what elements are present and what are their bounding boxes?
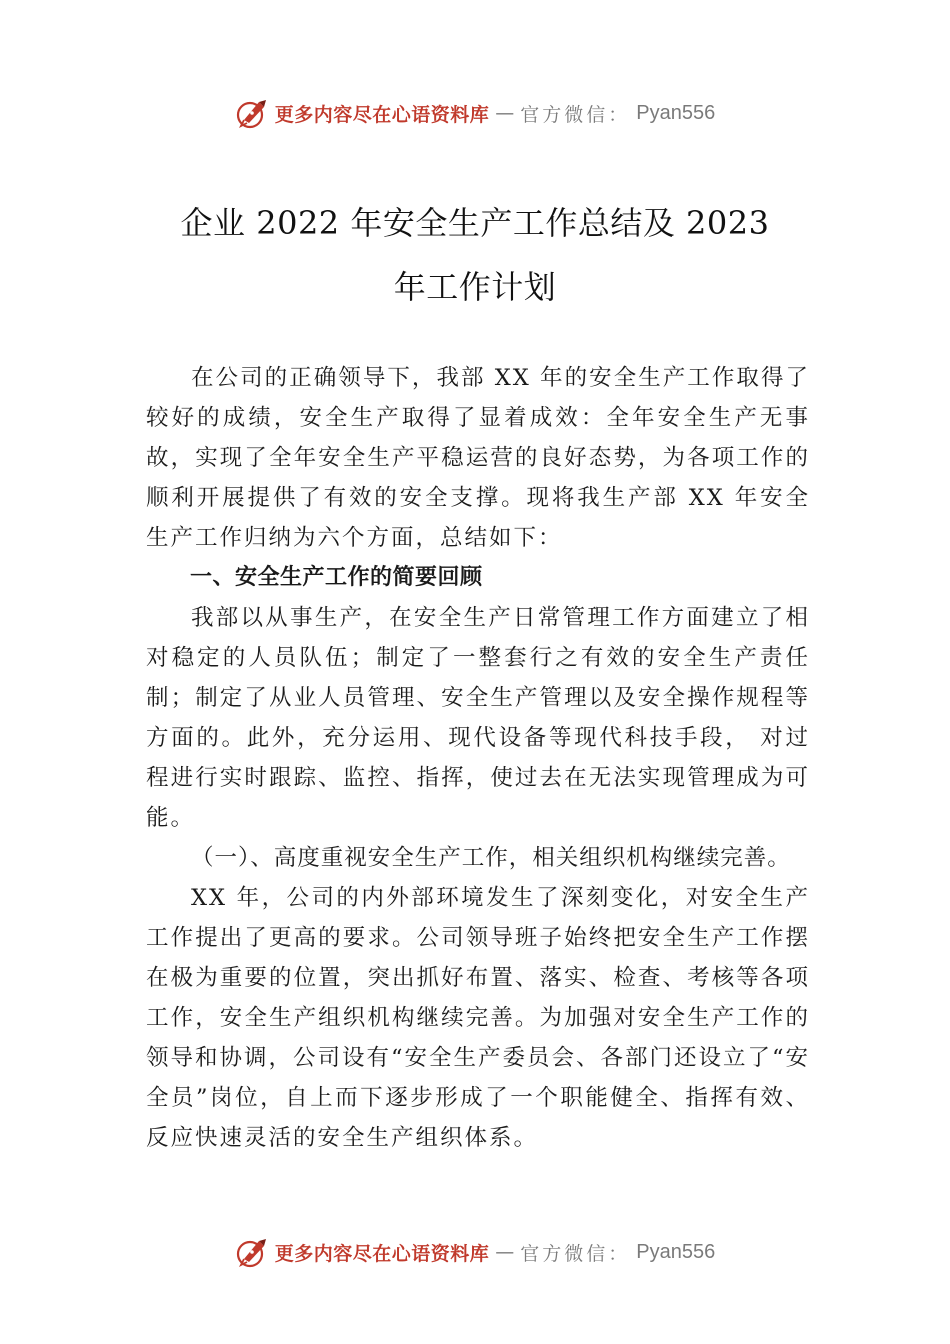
paragraph-organization: XX 年，公司的内外部环境发生了深刻变化，对安全生产工作提出了更高的要求。公司领导班子始终把安全生产工作摆在极为重要的位置，突出抓好布置、落实、检查、考核等各项工作，安全生产组织机构继续完善。为加强对安全生产工作的领导和协调，公司设有“安全生产委员会、各部门还设立了“安全员”岗位，自上而下逐步形成了一个职能健全、指挥有效、反应快速灵活的安全生产组织体系。 bbox=[146, 885, 811, 1151]
document-body bbox=[146, 358, 810, 1158]
footer-watermark bbox=[0, 1232, 950, 1272]
section-heading-1: 一、安全生产工作的简要回顾 bbox=[190, 565, 483, 590]
document-title-line-2: 年工作计划 bbox=[393, 268, 557, 306]
header-watermark bbox=[0, 93, 950, 133]
pen-nib-logo-icon bbox=[235, 1235, 269, 1269]
watermark-label: 官方微信： bbox=[520, 103, 631, 126]
paragraph-review: 我部以从事生产，在安全生产日常管理工作方面建立了相对稳定的人员队伍；制定了一整套行之有效的安全生产责任制；制定了从业人员管理、安全生产管理以及安全操作规程等方面的。此外，充分运用、现代设备等现代科技手段， 对过程进行实时跟踪、监控、指挥，使过去在无法实现管理成为可能。 bbox=[146, 605, 810, 831]
watermark-separator: — bbox=[495, 102, 515, 124]
watermark-text: 更多内容尽在心语资料库 bbox=[274, 103, 490, 126]
subsection-heading-1: （一）、高度重视安全生产工作，相关组织机构继续完善。 bbox=[191, 845, 791, 871]
paragraph-intro: 在公司的正确领导下，我部 XX 年的安全生产工作取得了较好的成绩，安全生产取得了显着成效：全年安全生产无事故，实现了全年安全生产平稳运营的良好态势，为各项工作的顺利开展提供了有效的安全支撑。现将我生产部 XX 年安全生产工作归纳为六个方面，总结如下： bbox=[146, 365, 810, 551]
watermark-wechat-id: Pyan556 bbox=[636, 1240, 716, 1263]
watermark-label: 官方微信： bbox=[520, 1242, 631, 1265]
watermark-separator: — bbox=[495, 1241, 515, 1263]
pen-nib-logo-icon bbox=[235, 96, 269, 130]
watermark-wechat-id: Pyan556 bbox=[636, 101, 716, 124]
watermark-text: 更多内容尽在心语资料库 bbox=[274, 1242, 490, 1265]
document-title-line-1: 企业 2022 年安全生产工作总结及 2023 bbox=[180, 204, 770, 242]
